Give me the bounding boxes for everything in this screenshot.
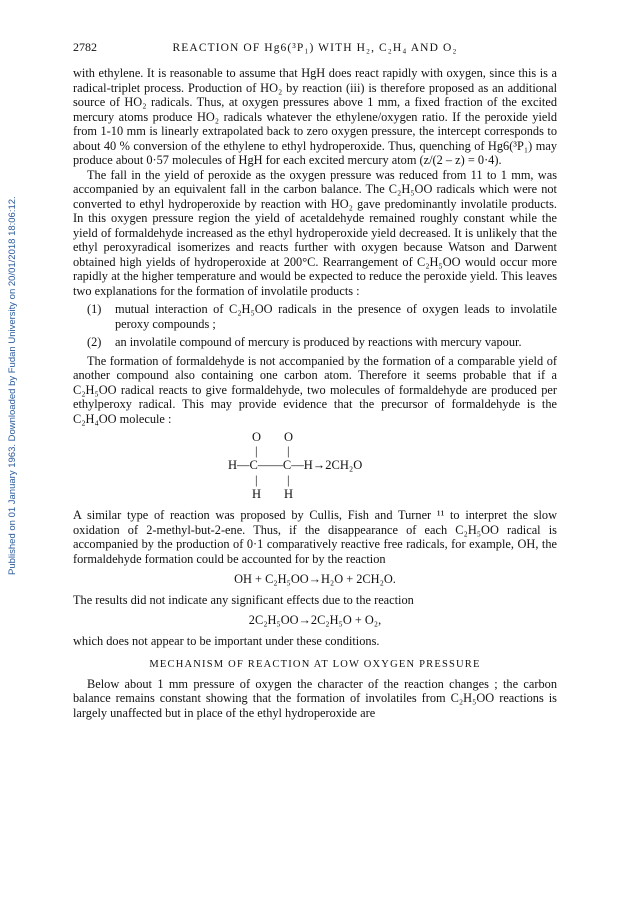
paragraph-2: The fall in the yield of peroxide as the oxygen pressure was reduced from 11 to 1 mm, was accompanied by an equivalent fall in the carbon balance. The C₂H₅OO radicals which were not converted to ethyl hydroperoxide by reaction with HO₂ gave predominantly involatile products. In this oxygen pressure region the yield of acetaldehyde remained roughly constant while the yield of formaldehyde increased as the ethyl hydroperoxide yield decreased. It is unlikely that the ethyl peroxyradical isomerizes and reacts further with oxygen because Watson and Darwent obtained high yields of hydroperoxide at 200°C. Rearrangement of C₂H₅OO would occur more rapidly at the higher temperature and would be expected to reduce the peroxide yield. This leaves two explanations for the formation of involatile products : [73,167,557,298]
formula-bond-bottom-left: | [255,473,258,487]
list-item-number: (2) [87,335,102,349]
section-heading: MECHANISM OF REACTION AT LOW OXYGEN PRESSURE [149,659,481,670]
paragraph-7: Below about 1 mm pressure of oxygen the character of the reaction changes ; the carbon balance remains constant showing that the formation of involatiles from C₂H₅OO reactions is largely unaffected but in place of the ethyl hydroperoxide are [73,676,557,720]
list-item-number: (1) [87,302,102,316]
formula-bond-top-right: | [287,444,290,458]
paragraph-5: The results did not indicate any significant effects due to the reaction [73,592,414,607]
formula-hydrogen-left: H [252,487,262,501]
download-watermark-text: Published on 01 January 1963. Downloaded by Fudan University on 20/01/2018 18:06:12. [7,196,18,575]
page-number: 2782 [73,40,97,54]
list-item-text: an involatile compound of mercury is produced by reactions with mercury vapour. [115,335,522,349]
running-header [73,40,557,58]
paragraph-3: The formation of formaldehyde is not accompanied by the formation of a comparable yield of another compound also containing one carbon atom. Therefore it seems probable that if a C₂H₅OO radical reacts to give formaldehyde, two molecules of formaldehyde are produced per ethylperoxy radical. This may provide evidence that the precursor of formaldehyde is the C₂H₄OO molecule : [73,353,557,426]
formula-bond-bottom-right: | [287,473,290,487]
formula-oxygen-left: O [252,430,262,444]
paragraph-1: with ethylene. It is reasonable to assume that HgH does react rapidly with oxygen, since this is a radical-triplet process. Production of HO₂ by reaction (iii) is therefore proposed as an additional source of HO₂ radicals. Thus, at oxygen pressures above 1 mm, a fixed fraction of the excited mercury atoms produce HO₂ radicals whatever the ethylene/oxygen ratio. If the peroxide yield from 1-10 mm is linearly extrapolated back to zero oxygen pressure, the intercept corresponds to about 40 % conversion of the ethylene to ethyl hydroperoxide. Thus, quenching of Hg6(³P₁) may produce about 0·57 molecules of HgH for each excited mercury atom (z/(2 – z) = 0·4). [73,66,557,167]
paragraph-4: A similar type of reaction was proposed by Cullis, Fish and Turner ¹¹ to interpret the slow oxidation of 2-methyl-but-2-ene. Thus, if the disappearance of each C₂H₅OO radical is accompanied by the production of 0·1 comparatively reactive free radicals, for example, OH, the formaldehyde formation could be accounted for by the reaction [73,508,557,566]
formula-main-line: H—C——C—H→2CH₂O [228,458,363,472]
formula-hydrogen-right: H [284,487,294,501]
list-item-2 [73,335,557,350]
page-body [73,40,557,720]
paragraph-6: which does not appear to be important under these conditions. [73,633,380,648]
equation-2: 2C₂H₅OO→2C₂H₅O + O₂, [248,613,382,627]
download-watermark [6,145,20,575]
equation-1: OH + C₂H₅OO→H₂O + 2CH₂O. [234,572,396,586]
running-title: REACTION OF Hg6(³P₁) WITH H₂, C₂H₄ AND O₂ [172,42,458,54]
structural-formula [73,430,557,504]
formula-oxygen-right: O [284,430,294,444]
list-item-text: mutual interaction of C₂H₅OO radicals in the presence of oxygen leads to involatile peroxy compounds ; [115,302,557,331]
formula-bond-top-left: | [255,444,258,458]
list-item-1 [73,302,557,331]
